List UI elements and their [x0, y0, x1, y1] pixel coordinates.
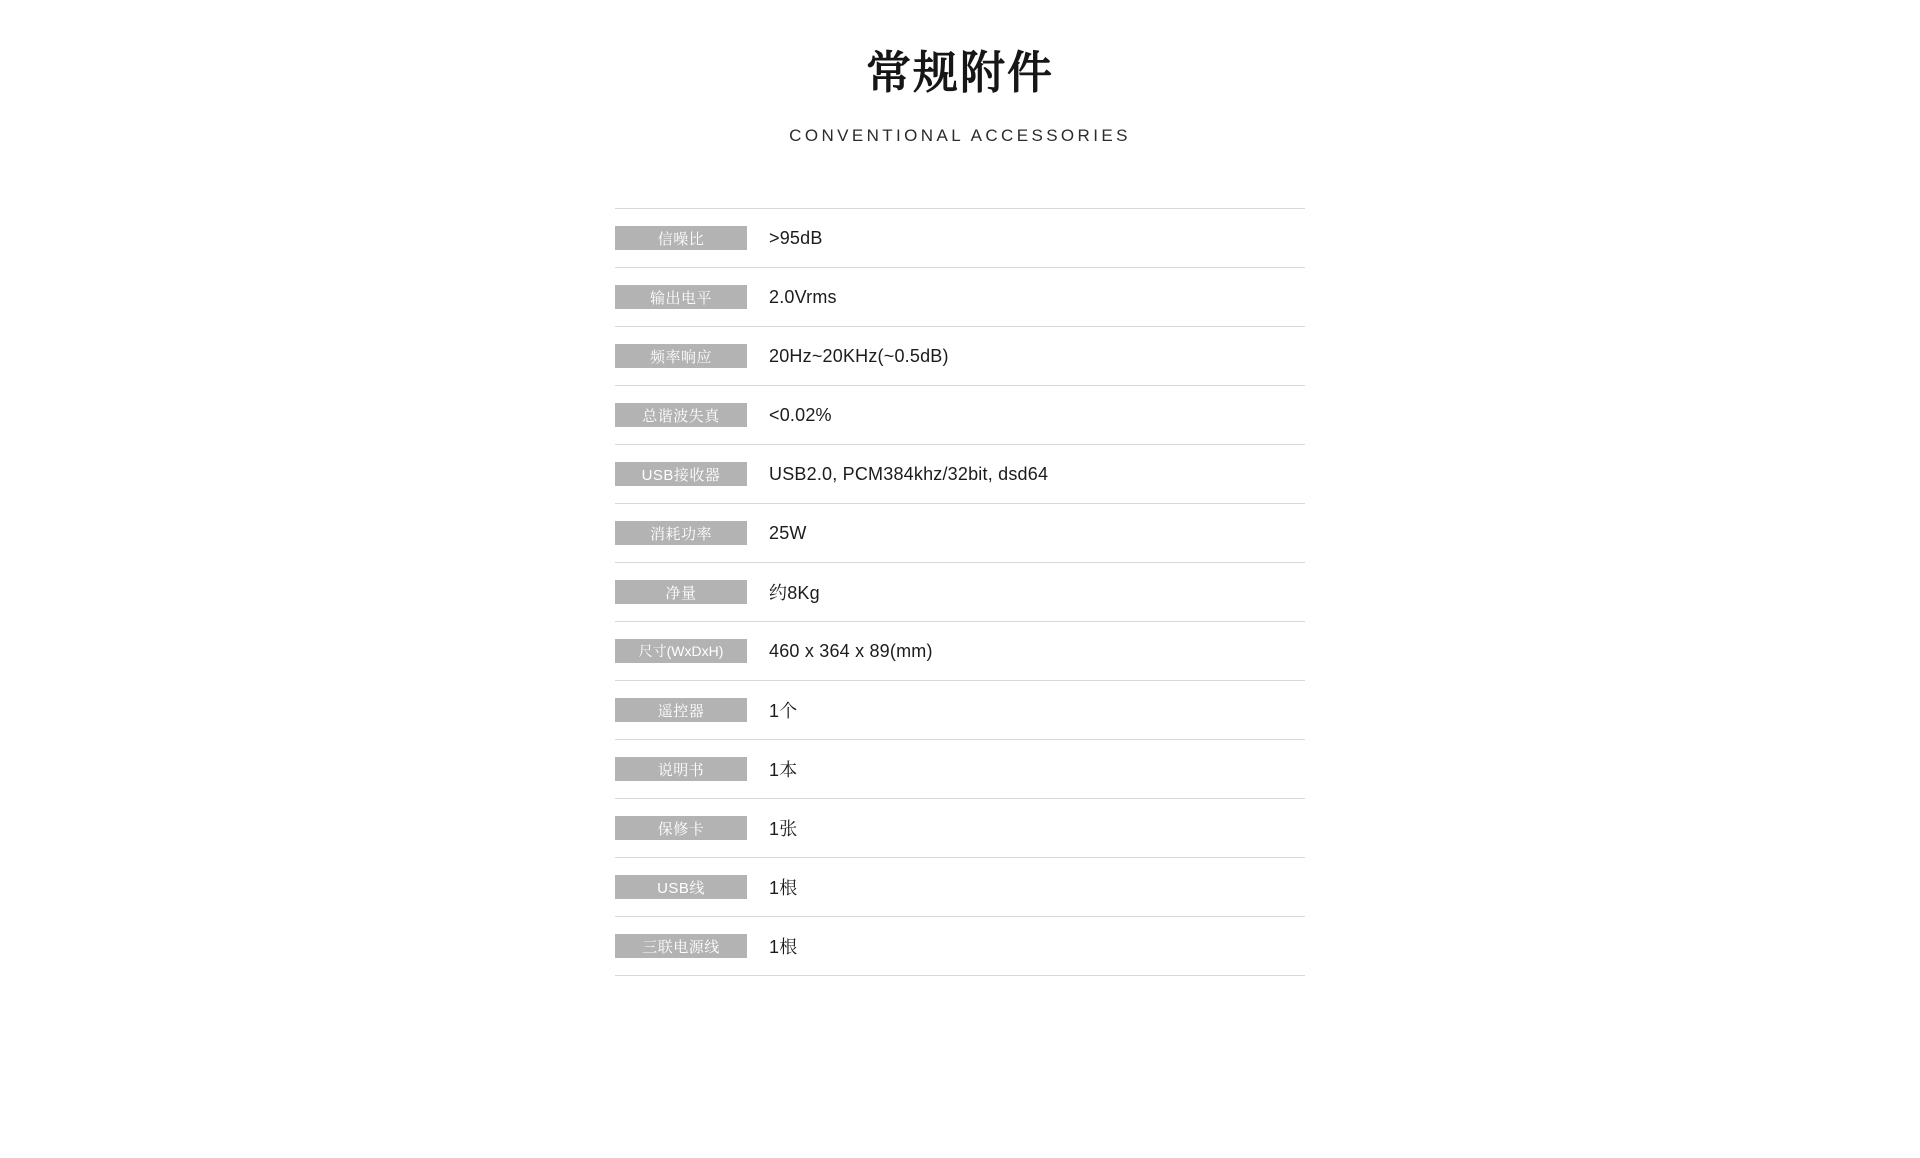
page-subtitle: CONVENTIONAL ACCESSORIES — [789, 126, 1131, 145]
spec-value: 1本 — [769, 760, 798, 780]
spec-value: 1张 — [769, 819, 798, 839]
spec-value: 2.0Vrms — [769, 286, 837, 307]
table-row — [615, 622, 1305, 681]
spec-value: >95dB — [769, 227, 823, 248]
spec-value: USB2.0, PCM384khz/32bit, dsd64 — [769, 463, 1049, 484]
spec-value: 460 x 364 x 89(mm) — [769, 640, 933, 661]
spec-label: 遥控器 — [615, 698, 747, 722]
page-header — [0, 0, 1920, 146]
spec-label: 净量 — [615, 580, 747, 604]
table-row — [615, 268, 1305, 327]
table-row — [615, 858, 1305, 917]
spec-label: USB接收器 — [615, 462, 747, 486]
spec-label: USB线 — [615, 875, 747, 899]
table-row — [615, 209, 1305, 268]
spec-value: 1根 — [769, 937, 798, 957]
spec-label: 保修卡 — [615, 816, 747, 840]
spec-label: 输出电平 — [615, 285, 747, 309]
spec-value: 20Hz~20KHz(~0.5dB) — [769, 345, 949, 366]
spec-label: 说明书 — [615, 757, 747, 781]
table-row — [615, 681, 1305, 740]
spec-value: 约8Kg — [769, 583, 820, 603]
spec-label: 尺寸(WxDxH) — [615, 639, 747, 663]
spec-value: <0.02% — [769, 404, 832, 425]
table-row — [615, 563, 1305, 622]
table-row — [615, 327, 1305, 386]
spec-label: 频率响应 — [615, 344, 747, 368]
spec-label: 总谐波失真 — [615, 403, 747, 427]
spec-label: 消耗功率 — [615, 521, 747, 545]
table-row — [615, 799, 1305, 858]
table-row — [615, 917, 1305, 976]
specification-table — [615, 208, 1305, 976]
spec-value: 25W — [769, 522, 807, 543]
table-row — [615, 504, 1305, 563]
table-row — [615, 445, 1305, 504]
spec-value: 1个 — [769, 701, 798, 721]
page-title: 常规附件 — [865, 47, 1054, 98]
table-row — [615, 386, 1305, 445]
spec-value: 1根 — [769, 878, 798, 898]
table-row — [615, 740, 1305, 799]
spec-label: 信噪比 — [615, 226, 747, 250]
spec-label: 三联电源线 — [615, 934, 747, 958]
